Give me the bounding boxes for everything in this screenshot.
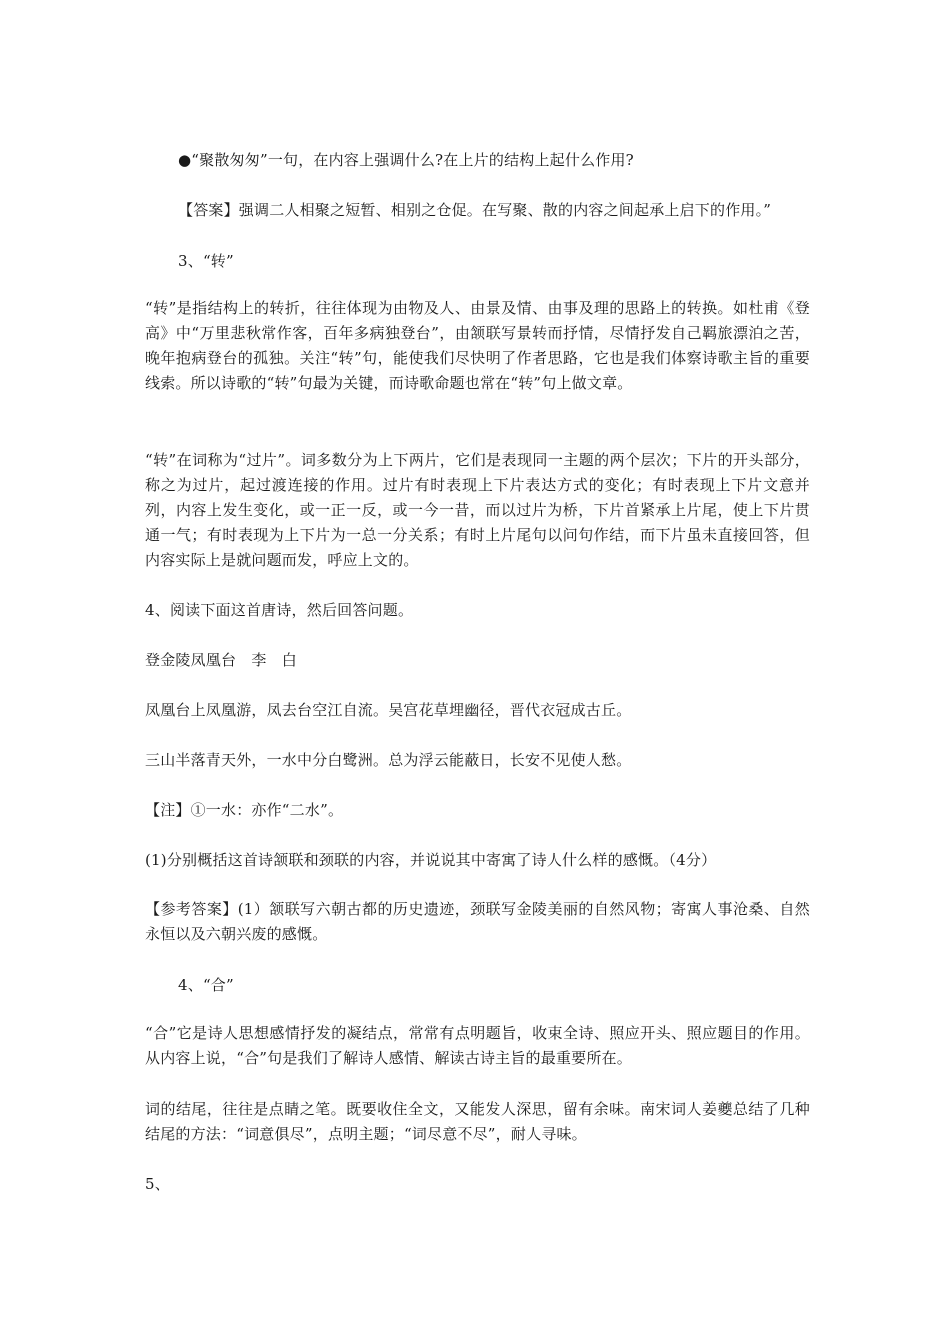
poem-line-2: 三山半落青天外，一水中分白鹭洲。总为浮云能蔽日，长安不见使人愁。 (145, 751, 632, 769)
paragraph-he-definition: “合”它是诗人思想感情抒发的凝结点，常常有点明题旨，收束全诗、照应开头、照应题目的作用。从内容上说，“合”句是我们了解诗人感情、解读古诗主旨的最重要所在。 (145, 1024, 810, 1067)
paragraph-guopian: “转”在词称为“过片”。词多数分为上下两片，它们是表现同一主题的两个层次；下片的开头部分，称之为过片，起过渡连接的作用。过片有时表现上下片表达方式的变化；有时表现上下片文意并列，内容上发生变化，或一正一反，或一今一昔，而以过片为桥，下片首紧承上片尾，使上下片贯通一气；有时表现为上下片为一总一分关系；有时上片尾句以问句作结，而下片虽未直接回答，但内容实际上是就问题而发，呼应上文的。 (145, 451, 810, 569)
answer-paragraph: 【答案】强调二人相聚之短暂、相别之仓促。在写聚、散的内容之间起承上启下的作用。” (178, 201, 772, 219)
paragraph-ci-ending: 词的结尾，往往是点睛之笔。既要收住全文，又能发人深思，留有余味。南宋词人姜夔总结了几种结尾的方法：“词意俱尽”，点明主题；“词尽意不尽”，耐人寻味。 (145, 1100, 810, 1143)
section-heading-he: 4、“合” (178, 976, 234, 994)
poem-note: 【注】①一水：亦作“二水”。 (145, 801, 344, 819)
poem-line-1: 凤凰台上凤凰游，凤去台空江自流。吴宫花草埋幽径，晋代衣冠成古丘。 (145, 701, 632, 719)
reference-answer: 【参考答案】(1）颔联写六朝古都的历史遗迹，颈联写金陵美丽的自然风物；寄寓人事沧桑、自然永恒以及六朝兴废的感慨。 (145, 900, 810, 943)
poem-title: 登金陵凤凰台 李 白 (145, 651, 298, 669)
paragraph-zhuan-definition: “转”是指结构上的转折，往往体现为由物及人、由景及情、由事及理的思路上的转换。如杜甫《登高》中“万里悲秋常作客，百年多病独登台”，由颔联写景转而抒情，尽情抒发自己羁旅漂泊之苦，晚年抱病登台的孤独。关注“转”句，能使我们尽快明了作者思路，它也是我们体察诗歌主旨的重要线索。所以诗歌的“转”句最为关键，而诗歌命题也常在“转”句上做文章。 (145, 299, 810, 392)
exercise-heading: 4、阅读下面这首唐诗，然后回答问题。 (145, 601, 414, 619)
exercise-question-1: (1)分别概括这首诗颔联和颈联的内容，并说说其中寄寓了诗人什么样的感慨。（4分） (145, 851, 717, 869)
question-bullet: ●“聚散匆匆”一句，在内容上强调什么?在上片的结构上起什么作用? (178, 151, 634, 169)
section-heading-5: 5、 (145, 1175, 170, 1193)
section-heading-zhuan: 3、“转” (178, 252, 234, 270)
